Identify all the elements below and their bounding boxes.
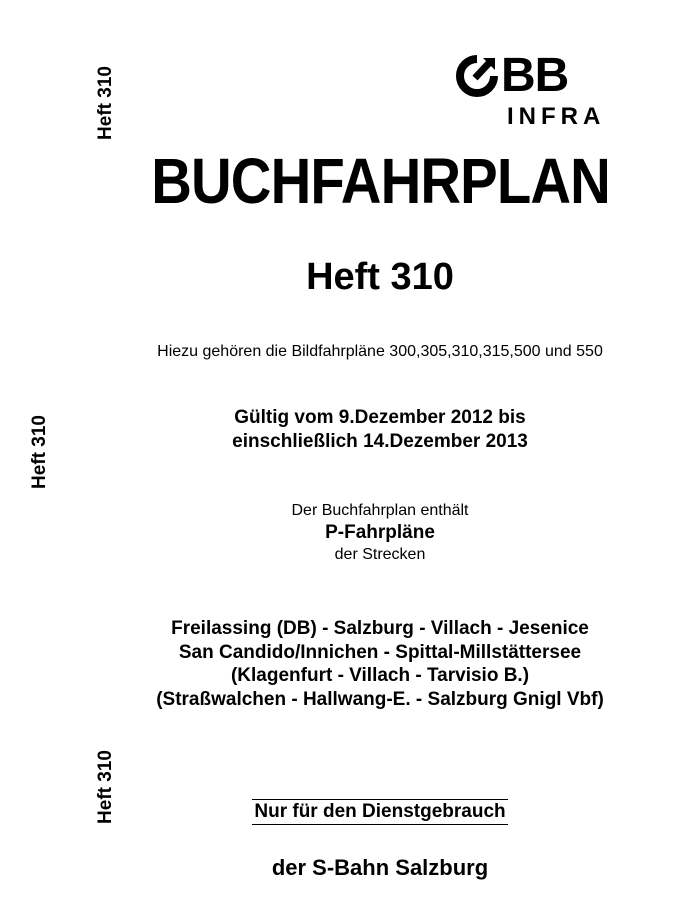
restriction-text: Nur für den Dienstgebrauch xyxy=(252,799,507,825)
contents-description xyxy=(120,501,640,565)
logo-subtext: INFRA xyxy=(507,103,606,130)
side-label-top: Heft 310 xyxy=(95,66,116,140)
side-label-middle: Heft 310 xyxy=(29,415,50,489)
side-label-bottom: Heft 310 xyxy=(95,750,116,824)
route-item: Freilassing (DB) - Salzburg - Villach - Jesenice xyxy=(171,618,589,639)
validity-line-2: einschließlich 14.Dezember 2013 xyxy=(232,431,528,452)
timetable-note: Hiezu gehören die Bildfahrpläne 300,305,310,315,500 und 550 xyxy=(157,343,603,360)
contents-type: P-Fahrpläne xyxy=(325,522,435,543)
route-item: San Candido/Innichen - Spittal-Millstättersee xyxy=(178,641,582,663)
document-subtitle: Heft 310 xyxy=(306,256,454,298)
operator-name: der S-Bahn Salzburg xyxy=(271,855,489,880)
route-item: (Straßwalchen - Hallwang-E. - Salzburg Gnigl Vbf) xyxy=(156,688,604,710)
restriction-notice xyxy=(120,799,640,825)
route-list xyxy=(120,617,640,711)
contents-intro: Der Buchfahrplan enthält xyxy=(291,502,469,519)
oebb-infra-logo xyxy=(455,50,615,135)
logo-letters: BB xyxy=(501,49,569,102)
contents-outro: der Strecken xyxy=(334,546,426,563)
validity-line-1: Gültig vom 9.Dezember 2012 bis xyxy=(234,407,526,428)
document-title: BUCHFAHRPLAN xyxy=(151,145,610,217)
route-item: (Klagenfurt - Villach - Tarvisio B.) xyxy=(230,665,530,686)
oebb-logo-icon xyxy=(455,54,499,98)
validity-period xyxy=(120,406,640,454)
